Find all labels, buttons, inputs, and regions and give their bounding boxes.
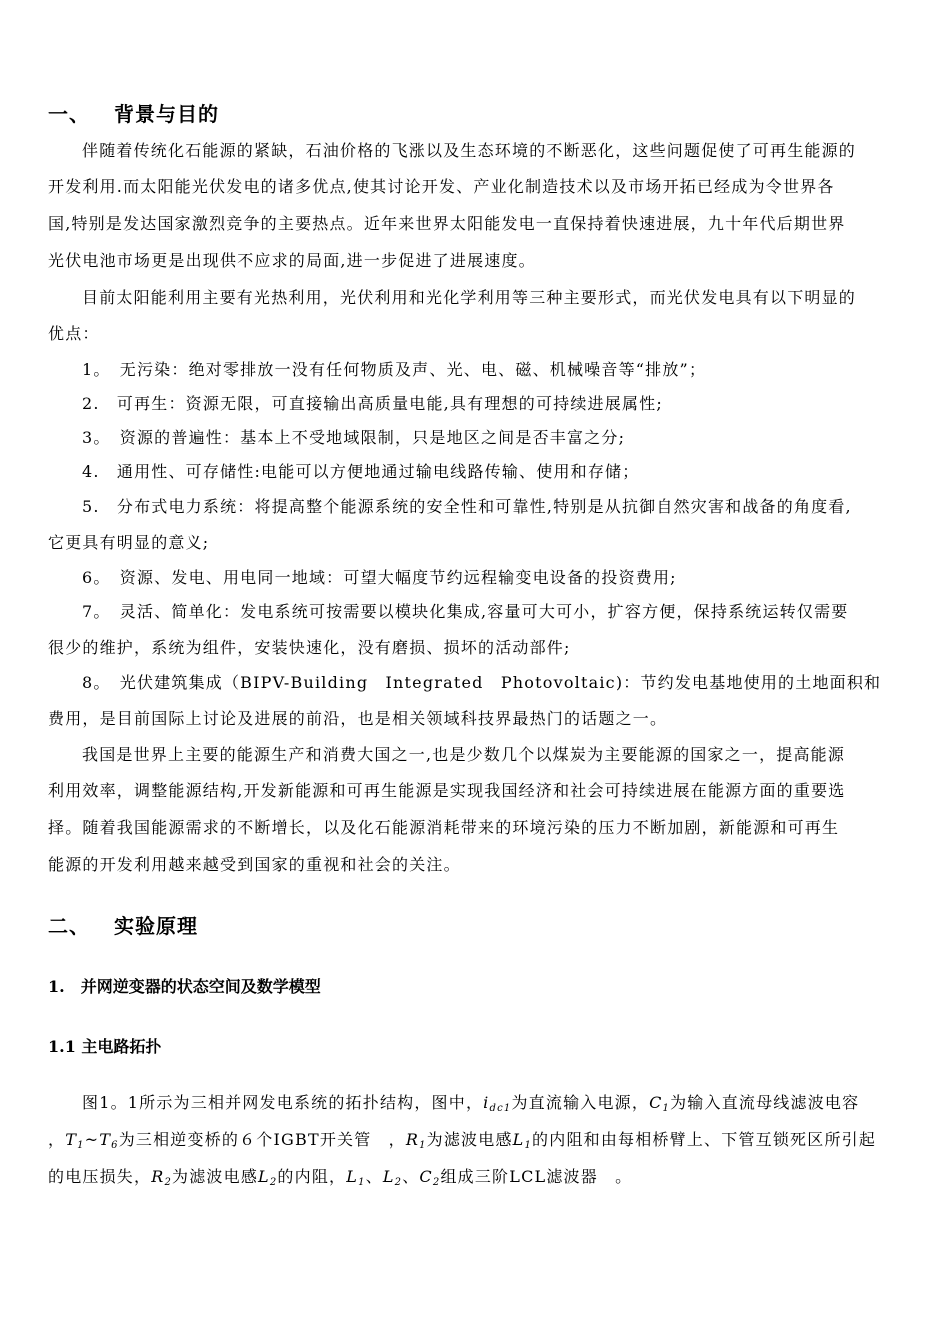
list-item: 8。 光伏建筑集成（BIPV-Building Integrated Photovoltaic)：节约发电基地使用的土地面积和 (82, 673, 882, 692)
paragraph-line: 择。随着我国能源需求的不断增长，以及化石能源消耗带来的环境污染的压力不断加剧，新能源和可再生 (48, 818, 840, 837)
section-1-title: 背景与目的 (114, 102, 219, 126)
list-item-continuation: 它更具有明显的意义; (48, 533, 210, 552)
symbol-t1: $T_1$ (65, 1130, 85, 1151)
subheading-1: 1. 并网逆变器的状态空间及数学模型 (48, 977, 321, 996)
symbol-r1: $R_1$ (405, 1130, 427, 1151)
paragraph-line: 开发利用.而太阳能光伏发电的诸多优点,使其讨论开发、产业化制造技术以及市场开拓已经成为令世界各 (48, 177, 835, 196)
paragraph-line: 伴随着传统化石能源的紧缺，石油价格的飞涨以及生态环境的不断恶化，这些问题促使了可再生能源的 (82, 141, 857, 160)
paragraph-line: 优点： (48, 324, 100, 343)
symbol-l2: $L_2$ (382, 1167, 403, 1188)
section-2-title: 实验原理 (114, 914, 198, 938)
symbol-l1: $L_1$ (346, 1167, 366, 1188)
section-1-heading (48, 98, 219, 127)
section-1-number: 一、 (48, 102, 90, 126)
list-item-continuation: 费用，是目前国际上讨论及进展的前沿，也是相关领域科技界最热门的话题之一。 (48, 709, 668, 728)
list-item: 4. 通用性、可存储性:电能可以方便地通过输电线路传输、使用和存储； (82, 462, 640, 481)
section-2-heading (48, 910, 198, 939)
list-item: 7。 灵活、简单化：发电系统可按需要以模块化集成,容量可大可小，扩容方便，保持系统运转仅需要 (82, 602, 849, 621)
list-item: 5. 分布式电力系统：将提高整个能源系统的安全性和可靠性,特别是从抗御自然灾害和战备的角度看, (82, 497, 852, 516)
list-item: 2. 可再生：资源无限，可直接输出高质量电能,具有理想的可持续进展属性; (82, 394, 663, 413)
paragraph-line: 国,特别是发达国家激烈竞争的主要热点。近年来世界太阳能发电一直保持着快速进展，九十年代后期世界 (48, 214, 846, 233)
figure-description-line: ，$T_1\sim T_6$为三相逆变桥的６个IGBT开关管 ，$R_1$为滤波电感$L_1$的内阻和由每相桥臂上、下管互锁死区所引起 (48, 1130, 877, 1151)
symbol-r2: $R_2$ (151, 1167, 173, 1188)
paragraph-line: 能源的开发利用越来越受到国家的重视和社会的关注。 (48, 855, 461, 874)
symbol-l1: $L_1$ (512, 1130, 533, 1151)
paragraph-line: 我国是世界上主要的能源生产和消费大国之一,也是少数几个以煤炭为主要能源的国家之一，提高能源 (82, 745, 846, 764)
subheading-1-1: 1.1 主电路拓扑 (48, 1037, 162, 1056)
symbol-l2: $L_2$ (258, 1167, 278, 1188)
paragraph-line: 利用效率，调整能源结构,开发新能源和可再生能源是实现我国经济和社会可持续进展在能源方面的重要选 (48, 781, 846, 800)
list-item: 3。 资源的普遍性：基本上不受地域限制，只是地区之间是否丰富之分; (82, 428, 626, 447)
symbol-t6: $T_6$ (99, 1130, 119, 1151)
list-item: 1。 无污染：绝对零排放一没有任何物质及声、光、电、磁、机械噪音等“排放”； (82, 360, 707, 379)
symbol-idc1: $i_{dc1}$ (483, 1093, 512, 1114)
symbol-c2: $C_2$ (419, 1167, 441, 1188)
list-item-continuation: 很少的维护，系统为组件，安装快速化，没有磨损、损坏的活动部件; (48, 638, 571, 657)
paragraph-line: 光伏电池市场更是出现供不应求的局面,进一步促进了进展速度。 (48, 251, 536, 270)
symbol-c1: $C_1$ (649, 1093, 671, 1114)
figure-description-line: 的电压损失，$R_2$为滤波电感$L_2$的内阻，$L_1$、$L_2$、$C_2$组成三阶LCL滤波器 。 (48, 1167, 633, 1188)
figure-description-line: 图1。1所示为三相并网发电系统的拓扑结构，图中，$i_{dc1}$为直流输入电源，$C_1$为输入直流母线滤波电容 (82, 1093, 860, 1114)
section-2-number: 二、 (48, 914, 90, 938)
paragraph-line: 目前太阳能利用主要有光热利用，光伏利用和光化学利用等三种主要形式，而光伏发电具有以下明显的 (82, 288, 857, 307)
list-item: 6。 资源、发电、用电同一地域：可望大幅度节约远程输变电设备的投资费用; (82, 568, 677, 587)
